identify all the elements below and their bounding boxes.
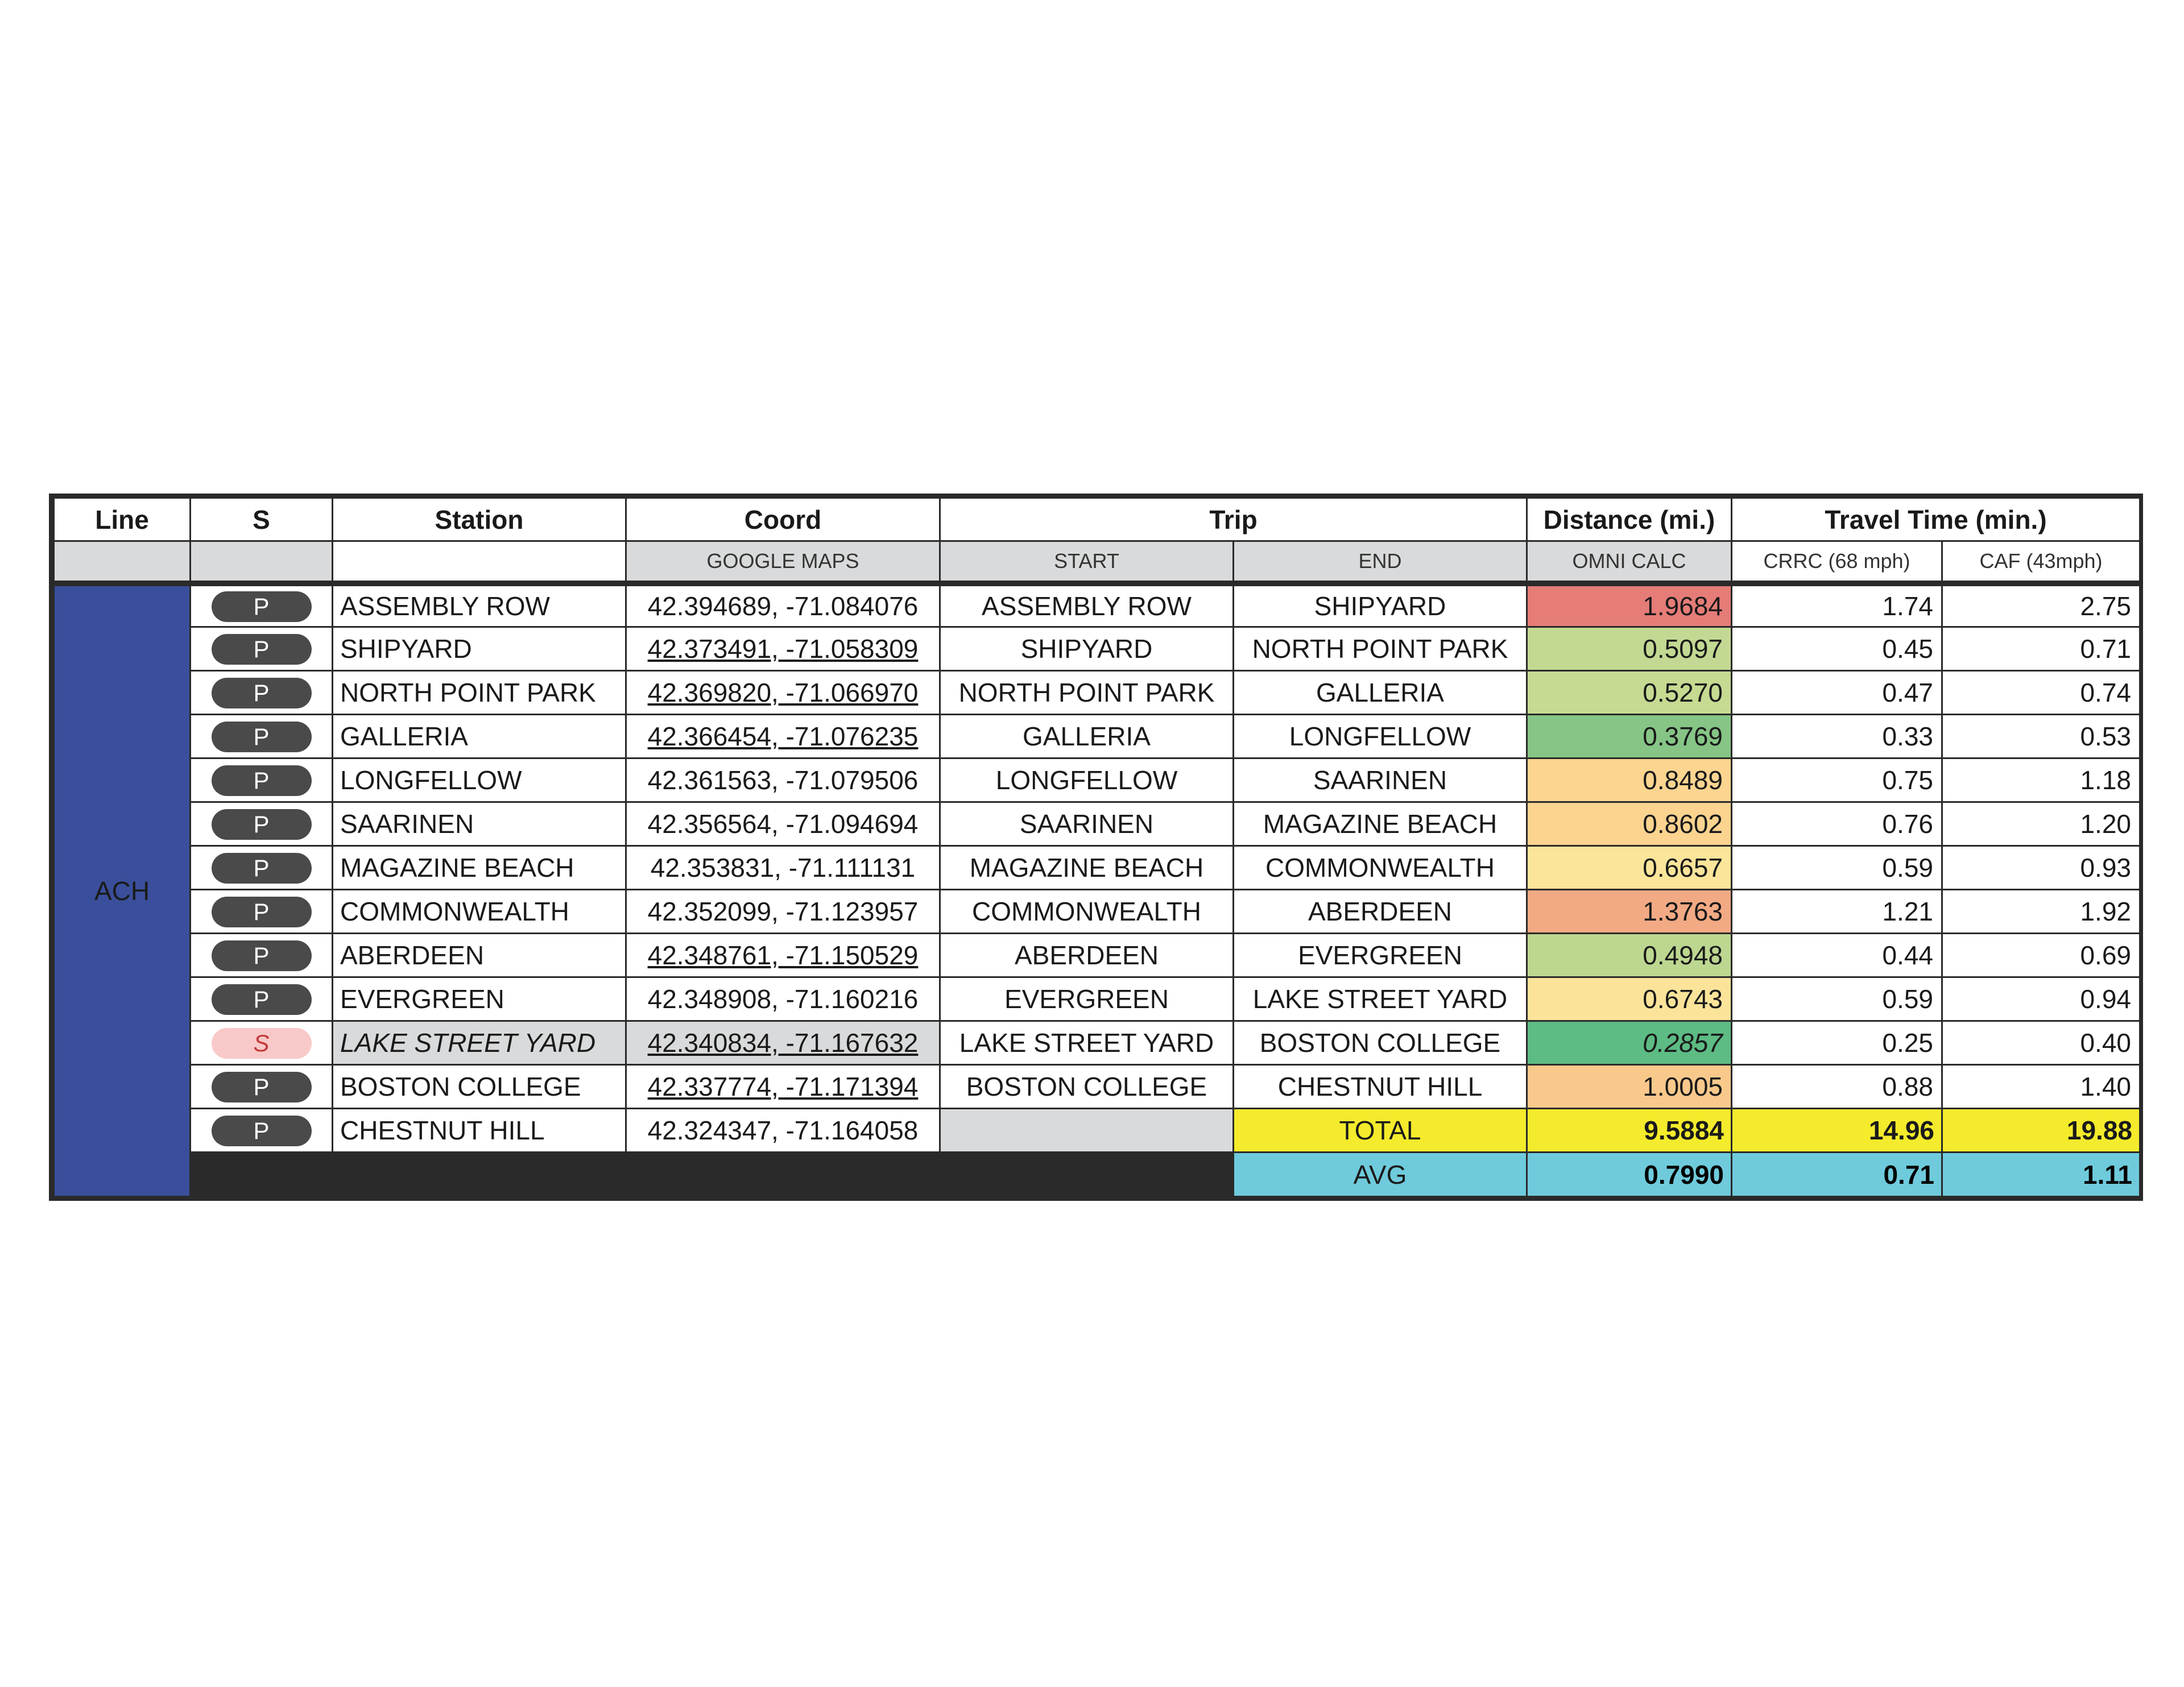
station-name: ASSEMBLY ROW	[333, 583, 626, 627]
status-cell	[191, 977, 333, 1021]
status-badge-primary: P	[212, 940, 312, 971]
distance-value: 0.4948	[1527, 934, 1732, 977]
station-name: ABERDEEN	[333, 934, 626, 977]
distance-value: 0.2857	[1527, 1021, 1732, 1065]
coord-link[interactable]: 42.337774, -71.171394	[626, 1065, 940, 1109]
distance-value: 1.0005	[1527, 1065, 1732, 1109]
subheader-row	[54, 541, 2140, 583]
trip-start: ASSEMBLY ROW	[940, 583, 1234, 627]
trip-end: BOSTON COLLEGE	[1234, 1021, 1527, 1065]
station-name: GALLERIA	[333, 715, 626, 758]
status-cell	[191, 1109, 333, 1153]
trip-end: LONGFELLOW	[1234, 715, 1527, 758]
crrc-time: 0.44	[1732, 934, 1942, 977]
status-badge-primary: P	[212, 984, 312, 1015]
subheader-caf: CAF (43mph)	[1942, 541, 2140, 583]
coord-link[interactable]: 42.348908, -71.160216	[626, 977, 940, 1021]
status-badge-primary: P	[212, 809, 312, 840]
trip-start: BOSTON COLLEGE	[940, 1065, 1234, 1109]
distance-value: 0.5270	[1527, 671, 1732, 715]
distance-value: 0.3769	[1527, 715, 1732, 758]
table-row	[54, 802, 2140, 846]
table-row	[54, 671, 2140, 715]
subheader-distance: OMNI CALC	[1527, 541, 1732, 583]
status-cell	[191, 583, 333, 627]
subheader-status-blank	[191, 541, 333, 583]
caf-time: 0.53	[1942, 715, 2140, 758]
trip-end: EVERGREEN	[1234, 934, 1527, 977]
subheader-coord: GOOGLE MAPS	[626, 541, 940, 583]
distance-value: 0.6657	[1527, 846, 1732, 890]
trip-start: LONGFELLOW	[940, 758, 1234, 802]
table-row	[54, 715, 2140, 758]
trip-end: MAGAZINE BEACH	[1234, 802, 1527, 846]
table-row	[54, 583, 2140, 627]
crrc-time: 0.25	[1732, 1021, 1942, 1065]
distance-value: 1.9684	[1527, 583, 1732, 627]
coord-link[interactable]: 42.373491, -71.058309	[626, 627, 940, 671]
status-badge-primary: P	[212, 1072, 312, 1102]
coord-link[interactable]: 42.356564, -71.094694	[626, 802, 940, 846]
coord-link[interactable]: 42.353831, -71.111131	[626, 846, 940, 890]
line-label: ACH	[54, 583, 191, 1197]
crrc-time: 0.45	[1732, 627, 1942, 671]
status-cell	[191, 802, 333, 846]
crrc-time: 1.21	[1732, 890, 1942, 934]
trip-end: NORTH POINT PARK	[1234, 627, 1527, 671]
distance-value: 1.3763	[1527, 890, 1732, 934]
trip-start: NORTH POINT PARK	[940, 671, 1234, 715]
table-row	[54, 627, 2140, 671]
station-name: CHESTNUT HILL	[333, 1109, 626, 1153]
header-coord: Coord	[626, 498, 940, 541]
coord-link[interactable]: 42.352099, -71.123957	[626, 890, 940, 934]
dark-fill-block	[191, 1153, 1234, 1197]
crrc-time: 0.47	[1732, 671, 1942, 715]
coord-link[interactable]: 42.366454, -71.076235	[626, 715, 940, 758]
station-name: MAGAZINE BEACH	[333, 846, 626, 890]
trip-end: COMMONWEALTH	[1234, 846, 1527, 890]
route-table-sheet	[49, 494, 2143, 1201]
header-trip: Trip	[940, 498, 1527, 541]
caf-time: 0.69	[1942, 934, 2140, 977]
status-cell	[191, 890, 333, 934]
caf-time: 0.71	[1942, 627, 2140, 671]
crrc-time: 0.59	[1732, 846, 1942, 890]
trip-end: LAKE STREET YARD	[1234, 977, 1527, 1021]
trip-start: COMMONWEALTH	[940, 890, 1234, 934]
trip-end: SAARINEN	[1234, 758, 1527, 802]
coord-link[interactable]: 42.324347, -71.164058	[626, 1109, 940, 1153]
status-cell	[191, 846, 333, 890]
header-status: S	[191, 498, 333, 541]
avg-row	[54, 1153, 2140, 1197]
subheader-line-blank	[54, 541, 191, 583]
coord-link[interactable]: 42.369820, -71.066970	[626, 671, 940, 715]
trip-start: MAGAZINE BEACH	[940, 846, 1234, 890]
coord-link[interactable]: 42.348761, -71.150529	[626, 934, 940, 977]
status-cell	[191, 627, 333, 671]
coord-link[interactable]: 42.394689, -71.084076	[626, 583, 940, 627]
caf-time: 0.74	[1942, 671, 2140, 715]
status-cell	[191, 1065, 333, 1109]
status-badge-primary: P	[212, 634, 312, 665]
caf-time: 1.20	[1942, 802, 2140, 846]
status-cell	[191, 758, 333, 802]
coord-link[interactable]: 42.340834, -71.167632	[626, 1021, 940, 1065]
header-row	[54, 498, 2140, 541]
status-badge-primary: P	[212, 897, 312, 927]
total-caf: 19.88	[1942, 1109, 2140, 1153]
status-cell	[191, 934, 333, 977]
caf-time: 0.40	[1942, 1021, 2140, 1065]
status-badge-primary: P	[212, 765, 312, 796]
status-badge-primary: P	[212, 853, 312, 884]
status-badge-primary: P	[212, 591, 312, 622]
status-badge-primary: P	[212, 1116, 312, 1146]
trip-end: GALLERIA	[1234, 671, 1527, 715]
status-cell	[191, 1021, 333, 1065]
caf-time: 1.92	[1942, 890, 2140, 934]
crrc-time: 0.88	[1732, 1065, 1942, 1109]
status-cell	[191, 715, 333, 758]
subheader-crrc: CRRC (68 mph)	[1732, 541, 1942, 583]
table-row	[54, 977, 2140, 1021]
station-name: NORTH POINT PARK	[333, 671, 626, 715]
crrc-time: 0.75	[1732, 758, 1942, 802]
table-row	[54, 934, 2140, 977]
trip-start: LAKE STREET YARD	[940, 1021, 1234, 1065]
table-row	[54, 758, 2140, 802]
station-name: COMMONWEALTH	[333, 890, 626, 934]
caf-time: 1.18	[1942, 758, 2140, 802]
distance-value: 0.8602	[1527, 802, 1732, 846]
crrc-time: 1.74	[1732, 583, 1942, 627]
subheader-end: END	[1234, 541, 1527, 583]
station-name: LONGFELLOW	[333, 758, 626, 802]
trip-start: SAARINEN	[940, 802, 1234, 846]
station-name: BOSTON COLLEGE	[333, 1065, 626, 1109]
subheader-start: START	[940, 541, 1234, 583]
subheader-station-blank	[333, 541, 626, 583]
coord-link[interactable]: 42.361563, -71.079506	[626, 758, 940, 802]
avg-label: AVG	[1234, 1153, 1527, 1197]
station-name: EVERGREEN	[333, 977, 626, 1021]
distance-value: 0.8489	[1527, 758, 1732, 802]
caf-time: 1.40	[1942, 1065, 2140, 1109]
crrc-time: 0.33	[1732, 715, 1942, 758]
table-row	[54, 1065, 2140, 1109]
trip-start: EVERGREEN	[940, 977, 1234, 1021]
header-travel-time: Travel Time (min.)	[1732, 498, 2140, 541]
avg-distance: 0.7990	[1527, 1153, 1732, 1197]
status-badge-primary: P	[212, 722, 312, 752]
table-row	[54, 1021, 2140, 1065]
table-row	[54, 890, 2140, 934]
trip-end: ABERDEEN	[1234, 890, 1527, 934]
crrc-time: 0.59	[1732, 977, 1942, 1021]
trip-start: ABERDEEN	[940, 934, 1234, 977]
crrc-time: 0.76	[1732, 802, 1942, 846]
caf-time: 2.75	[1942, 583, 2140, 627]
avg-caf: 1.11	[1942, 1153, 2140, 1197]
header-distance: Distance (mi.)	[1527, 498, 1732, 541]
trip-end: CHESTNUT HILL	[1234, 1065, 1527, 1109]
total-row	[54, 1109, 2140, 1153]
total-distance: 9.5884	[1527, 1109, 1732, 1153]
status-badge-primary: P	[212, 678, 312, 708]
distance-value: 0.5097	[1527, 627, 1732, 671]
caf-time: 0.93	[1942, 846, 2140, 890]
trip-blank	[940, 1109, 1234, 1153]
table-row	[54, 846, 2140, 890]
trip-start: SHIPYARD	[940, 627, 1234, 671]
header-station: Station	[333, 498, 626, 541]
trip-end: SHIPYARD	[1234, 583, 1527, 627]
total-label: TOTAL	[1234, 1109, 1527, 1153]
status-cell	[191, 671, 333, 715]
caf-time: 0.94	[1942, 977, 2140, 1021]
distance-value: 0.6743	[1527, 977, 1732, 1021]
station-name: SAARINEN	[333, 802, 626, 846]
route-table	[53, 497, 2141, 1197]
status-badge-secondary: S	[212, 1028, 312, 1059]
total-crrc: 14.96	[1732, 1109, 1942, 1153]
trip-start: GALLERIA	[940, 715, 1234, 758]
station-name: SHIPYARD	[333, 627, 626, 671]
header-line: Line	[54, 498, 191, 541]
avg-crrc: 0.71	[1732, 1153, 1942, 1197]
station-name: LAKE STREET YARD	[333, 1021, 626, 1065]
